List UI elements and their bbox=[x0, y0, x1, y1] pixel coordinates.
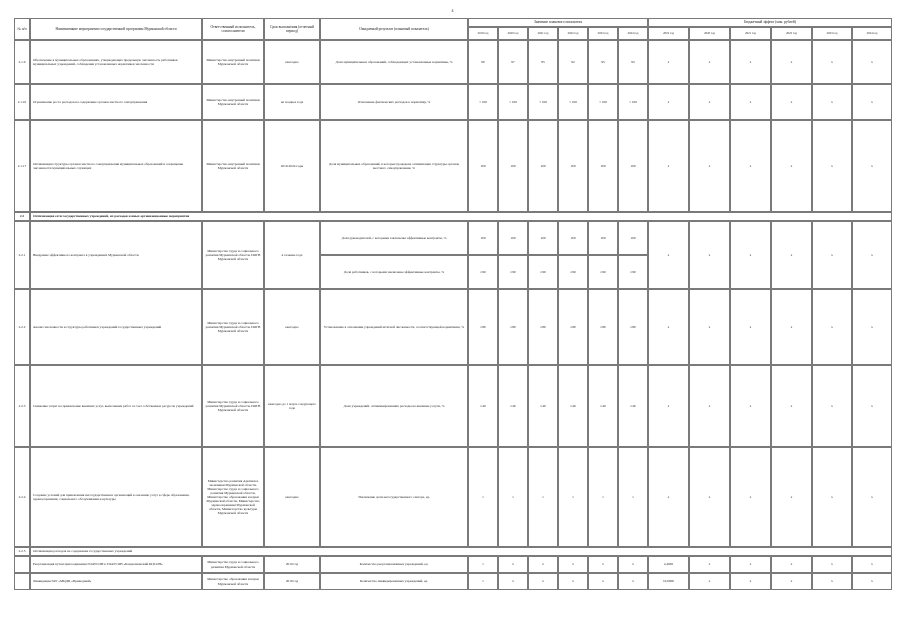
plan-value: 100 bbox=[558, 120, 588, 212]
budget-value: х bbox=[730, 120, 771, 212]
plan-value: х bbox=[558, 573, 588, 590]
budget-value: х bbox=[771, 573, 812, 590]
header-budget-year: 2021 год bbox=[730, 27, 771, 40]
budget-value: х bbox=[771, 120, 812, 212]
row-number: 2.2.2 bbox=[14, 289, 30, 365]
header-budget-year: 2022 год bbox=[771, 27, 812, 40]
plan-value: 95 bbox=[588, 40, 618, 84]
plan-value: 100 bbox=[558, 221, 588, 255]
plan-value: 100 bbox=[528, 120, 558, 212]
period: 2019 год bbox=[264, 573, 320, 590]
budget-value: х bbox=[689, 556, 730, 573]
expected-result: Доля руководителей, с которыми заключены эффективные контракты, % bbox=[320, 221, 468, 255]
budget-value: х bbox=[852, 221, 892, 289]
row-number: 2.2.3 bbox=[14, 365, 30, 447]
budget-value: х bbox=[812, 84, 852, 120]
budget-value: х bbox=[689, 40, 730, 84]
plan-value: 1 bbox=[468, 573, 498, 590]
measure-name: Анализ численности и структуры работников учреждений государственных учреждений bbox=[30, 289, 202, 365]
executor: Министерство образования и науки Мурманской области bbox=[202, 573, 264, 590]
measures-table bbox=[14, 18, 892, 630]
budget-value: х bbox=[771, 289, 812, 365]
budget-value: х bbox=[648, 221, 689, 289]
executor: Министерство развития Арктики и экономики Мурманской области, Министерство труда и социального развития Мурманской области, Министерство образования и науки Мурманской области, Министерство здравоохранения Мурманской области, Министерство культуры Мурманской области bbox=[202, 447, 264, 547]
header-plan-year: 2021 год bbox=[528, 27, 558, 40]
plan-value: х bbox=[528, 573, 558, 590]
budget-value: х bbox=[730, 447, 771, 547]
measure-name: Оптимизация структуры органов местного самоуправления муниципальных образований и сокращение численности муниципальных служащих bbox=[30, 120, 202, 212]
budget-value: х bbox=[771, 221, 812, 289]
page-number: 4 bbox=[451, 8, 454, 13]
budget-value: х bbox=[730, 40, 771, 84]
row-number: 2.1.10 bbox=[14, 84, 30, 120]
plan-value: ≥90 bbox=[588, 255, 618, 289]
measure-name: Ликвидация ГАУ «МЦДЦ «Приводный» bbox=[30, 573, 202, 590]
plan-value: х bbox=[498, 556, 528, 573]
plan-value: 100 bbox=[588, 120, 618, 212]
plan-value: 90 bbox=[468, 40, 498, 84]
budget-value: х bbox=[852, 365, 892, 447]
budget-value: х bbox=[812, 447, 852, 547]
period: в течение года bbox=[264, 221, 320, 289]
budget-value: х bbox=[812, 573, 852, 590]
budget-value: х bbox=[689, 84, 730, 120]
budget-value: х bbox=[648, 289, 689, 365]
plan-value: 100 bbox=[468, 221, 498, 255]
budget-value: х bbox=[689, 573, 730, 590]
executor: Министерство внутренней политики Мурманской области bbox=[202, 84, 264, 120]
measure-name: Внедрение эффективного контракта в учреждениях Мурманской области bbox=[30, 221, 202, 289]
budget-value: х bbox=[648, 84, 689, 120]
budget-value: х bbox=[812, 365, 852, 447]
plan-value: х bbox=[558, 556, 588, 573]
executor: Министерство труда и социального развития Мурманской области, ИОГВ Мурманской области bbox=[202, 289, 264, 365]
executor: Министерство внутренней политики Мурманской области bbox=[202, 40, 264, 84]
plan-value: 95 bbox=[528, 40, 558, 84]
period: не позднее года bbox=[264, 84, 320, 120]
header-plan-year: 2020 год bbox=[498, 27, 528, 40]
section-title: Оптимизация сети государственных учреждений, их расходов и иных организационные мероприятия bbox=[30, 212, 892, 221]
budget-value: х bbox=[689, 365, 730, 447]
plan-value: х bbox=[618, 573, 648, 590]
plan-value: ≥80 bbox=[618, 289, 648, 365]
header-period: Срок выполнения (отчетный период) bbox=[264, 18, 320, 40]
period: ежегодно bbox=[264, 447, 320, 547]
expected-result: Доля работников, с которыми заключены эффективные контракты, % bbox=[320, 255, 468, 289]
budget-value: х bbox=[689, 289, 730, 365]
budget-value: х bbox=[771, 40, 812, 84]
plan-value: х bbox=[528, 556, 558, 573]
budget-value: х bbox=[730, 573, 771, 590]
plan-value: 1 bbox=[528, 447, 558, 547]
expected-result: Установление в отношении учреждений штатной численности, соответствующей нормативам, % bbox=[320, 289, 468, 365]
period: 2019-2024 годы bbox=[264, 120, 320, 212]
budget-value: х bbox=[812, 40, 852, 84]
plan-value: ≥90 bbox=[528, 255, 558, 289]
plan-value: х bbox=[588, 556, 618, 573]
budget-value: х bbox=[771, 556, 812, 573]
header-executor: Ответственный исполнитель, соисполнители bbox=[202, 18, 264, 40]
budget-value: х bbox=[771, 84, 812, 120]
plan-value: 100 bbox=[498, 221, 528, 255]
header-budget-year: 2019 год bbox=[648, 27, 689, 40]
header-name: Наименование мероприятия государственной программы Мурманской области bbox=[30, 18, 202, 40]
plan-value: 100 bbox=[618, 221, 648, 255]
header-budget: Бюджетный эффект (млн. рублей) bbox=[648, 18, 892, 27]
budget-value: х bbox=[689, 221, 730, 289]
plan-value: < 100 bbox=[528, 84, 558, 120]
budget-value: х bbox=[730, 556, 771, 573]
plan-value: х bbox=[618, 556, 648, 573]
expected-result: Доля муниципальных образований, в которых проведена оптимизация структуры органов местного самоуправления, % bbox=[320, 120, 468, 212]
plan-value: ≥90 bbox=[468, 255, 498, 289]
plan-value: ≥80 bbox=[528, 289, 558, 365]
budget-value: х bbox=[730, 84, 771, 120]
row-number: 2.2.4 bbox=[14, 447, 30, 547]
plan-value: х bbox=[588, 573, 618, 590]
plan-value: < 100 bbox=[558, 84, 588, 120]
period: ежегодно bbox=[264, 40, 320, 84]
section-title: Оптимизация расходов на содержание государственных учреждений bbox=[30, 547, 892, 556]
header-no: № п/п bbox=[14, 18, 30, 40]
budget-value: 10,0000 bbox=[648, 573, 689, 590]
plan-value: ≥40 bbox=[588, 365, 618, 447]
budget-value: х bbox=[771, 365, 812, 447]
budget-value: х bbox=[689, 120, 730, 212]
budget-value: х bbox=[771, 447, 812, 547]
plan-value: 97 bbox=[498, 40, 528, 84]
budget-value: 2,4665 bbox=[648, 556, 689, 573]
budget-value: х bbox=[689, 447, 730, 547]
expected-result: Количество ликвидированных учреждений, ед. bbox=[320, 573, 468, 590]
row-number: 2.2.1 bbox=[14, 221, 30, 289]
budget-value: х bbox=[852, 573, 892, 590]
plan-value: 100 bbox=[588, 221, 618, 255]
measure-name: Ограничение роста расходов на содержание органов местного самоуправления bbox=[30, 84, 202, 120]
plan-value: ≥90 bbox=[498, 255, 528, 289]
expected-result: Отношение фактических расходов к нормативу, % bbox=[320, 84, 468, 120]
header-plan-year: 2022 год bbox=[558, 27, 588, 40]
expected-result: Доля муниципальных образований, соблюдающих установленные нормативы, % bbox=[320, 40, 468, 84]
header-budget-year: 2020 год bbox=[689, 27, 730, 40]
measure-name: Создание условий для привлечения негосударственных организаций к оказанию услуг в сфере образования, здравоохранения, социального обслуживания и культуры bbox=[30, 447, 202, 547]
budget-value: х bbox=[852, 289, 892, 365]
plan-value: ≥80 bbox=[498, 289, 528, 365]
section-number: 2.2.5 bbox=[14, 547, 30, 556]
plan-value: ≥80 bbox=[558, 289, 588, 365]
budget-value: х bbox=[730, 221, 771, 289]
budget-value: х bbox=[812, 556, 852, 573]
budget-value: х bbox=[648, 40, 689, 84]
row-number bbox=[14, 556, 30, 573]
budget-value: х bbox=[852, 556, 892, 573]
plan-value: < 100 bbox=[588, 84, 618, 120]
plan-value: 100 bbox=[468, 120, 498, 212]
plan-value: х bbox=[498, 573, 528, 590]
budget-value: х bbox=[648, 365, 689, 447]
budget-value: х bbox=[852, 447, 892, 547]
header-budget-year: 2023 год bbox=[812, 27, 852, 40]
plan-value: 92 bbox=[558, 40, 588, 84]
budget-value: х bbox=[852, 40, 892, 84]
plan-value: 1 bbox=[468, 556, 498, 573]
budget-value: х bbox=[852, 84, 892, 120]
plan-value: < 100 bbox=[468, 84, 498, 120]
plan-value: ≥90 bbox=[618, 255, 648, 289]
plan-value: ≥40 bbox=[558, 365, 588, 447]
plan-value: ≥90 bbox=[558, 255, 588, 289]
header-plan-year: 2019 год bbox=[468, 27, 498, 40]
plan-value: < 100 bbox=[498, 84, 528, 120]
plan-value: 1 bbox=[498, 447, 528, 547]
executor: Министерство труда и социального развития Мурманской области, ИОГВ Мурманской области bbox=[202, 221, 264, 289]
budget-value: х bbox=[812, 221, 852, 289]
header-result: Ожидаемый результат (плановый показатель) bbox=[320, 18, 468, 40]
period: ежегодно до 1 марта следующего года bbox=[264, 365, 320, 447]
plan-value: ≥40 bbox=[618, 365, 648, 447]
budget-value: х bbox=[812, 289, 852, 365]
plan-value: 95 bbox=[618, 40, 648, 84]
budget-value: х bbox=[648, 447, 689, 547]
period: ежегодно bbox=[264, 289, 320, 365]
plan-value: 1 bbox=[558, 447, 588, 547]
budget-value: х bbox=[730, 365, 771, 447]
plan-value: 100 bbox=[498, 120, 528, 212]
row-number: 2.1.17 bbox=[14, 120, 30, 212]
budget-value: х bbox=[730, 289, 771, 365]
header-plan-year: 2023 год bbox=[588, 27, 618, 40]
plan-value: ≥80 bbox=[588, 289, 618, 365]
plan-value: ≥40 bbox=[528, 365, 558, 447]
plan-value: ≥40 bbox=[468, 365, 498, 447]
plan-value: 1 bbox=[468, 447, 498, 547]
plan-value: < 100 bbox=[618, 84, 648, 120]
plan-value: ≥80 bbox=[468, 289, 498, 365]
plan-value: ≥40 bbox=[498, 365, 528, 447]
row-number bbox=[14, 573, 30, 590]
plan-value: 100 bbox=[618, 120, 648, 212]
plan-value: 1 bbox=[618, 447, 648, 547]
executor: Министерство внутренней политики Мурманской области bbox=[202, 120, 264, 212]
expected-result: Доля учреждений, оптимизировавших расходы на внешние услуги, % bbox=[320, 365, 468, 447]
expected-result: Количество реорганизованных учреждений, ед. bbox=[320, 556, 468, 573]
header-budget-year: 2024 год bbox=[852, 27, 892, 40]
period: 2019 год bbox=[264, 556, 320, 573]
plan-value: 1 bbox=[588, 447, 618, 547]
measure-name: Снижение затрат на привлечение внешних услуг, выполнение работ за счет собственных ресурсов учреждений bbox=[30, 365, 202, 447]
executor: Министерство труда и социального развития Мурманской области bbox=[202, 556, 264, 573]
row-number: 2.1.9 bbox=[14, 40, 30, 84]
header-plan-year: 2024 год bbox=[618, 27, 648, 40]
section-number: 2.2 bbox=[14, 212, 30, 221]
plan-value: 100 bbox=[528, 221, 558, 255]
expected-result: Увеличение доли негосударственного сектора, ед. bbox=[320, 447, 468, 547]
budget-value: х bbox=[852, 120, 892, 212]
measure-name: Обеспечение в муниципальных образованиях, утверждающих предельную численность работников муниципальных учреждений, соблюдения установленных нормативов численности bbox=[30, 40, 202, 84]
executor: Министерство труда и социального развития Мурманской области, ИОГВ Мурманской области bbox=[202, 365, 264, 447]
measure-name: Реорганизация путем присоединения ГОАУСОН к ГОАУСОН «Кандалакшский КЦСОН» bbox=[30, 556, 202, 573]
header-plan-values: Значение планового показателя bbox=[468, 18, 648, 27]
budget-value: х bbox=[648, 120, 689, 212]
budget-value: х bbox=[812, 120, 852, 212]
